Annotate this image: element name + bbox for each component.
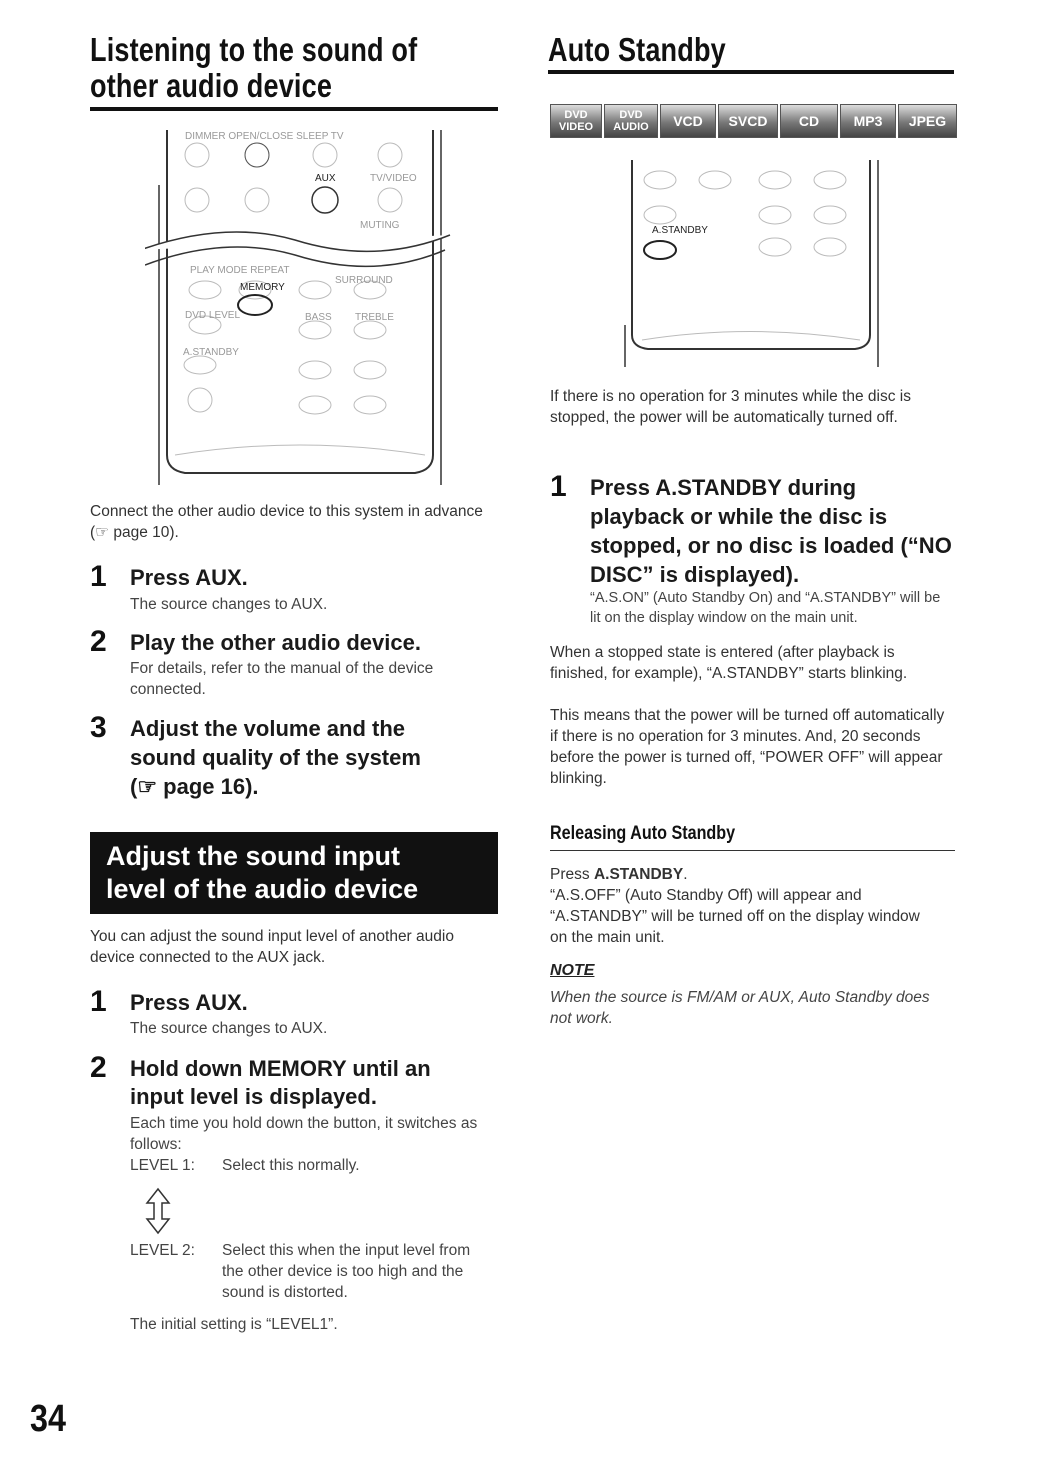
remote-drawing — [620, 155, 885, 370]
double-arrow-icon — [145, 1187, 171, 1235]
press-key: A.STANDBY — [593, 866, 684, 883]
right-para2: This means that the power will be turned off automatically if there is no operation for 3 minutes. And, 20 seconds before the power is turned off, “POWER OFF” will appear blinking. — [550, 707, 945, 787]
left-step-1 — [90, 560, 500, 620]
banner-line1: Adjust the sound input — [106, 841, 400, 871]
step-heading-line1: Adjust the volume and the — [130, 716, 406, 741]
step-heading-line2: sound quality of the system — [130, 745, 421, 770]
step-heading: Play the other audio device. — [130, 630, 421, 655]
releasing-rule — [550, 850, 955, 851]
step-number: 2 — [90, 625, 107, 658]
left-section-title-line2: other audio device — [90, 67, 333, 104]
remote-muting-label: MUTING — [360, 220, 400, 231]
input-level-banner — [90, 832, 498, 914]
remote-illustration-aux — [145, 125, 455, 490]
right-section-title: Auto Standby — [548, 31, 726, 68]
remote-surround-label: SURROUND — [335, 275, 393, 286]
step-number: 1 — [90, 560, 107, 593]
right-intro: If there is no operation for 3 minutes while the disc is stopped, the power will be automatically turned off. — [550, 388, 911, 426]
level1-text: Select this normally. — [222, 1157, 360, 1174]
remote-top-row-label: DIMMER OPEN/CLOSE SLEEP TV — [185, 131, 344, 142]
left-section-title-line1: Listening to the sound of — [90, 31, 418, 68]
step-description: For details, refer to the manual of the device connected. — [130, 660, 434, 698]
step-heading: Press AUX. — [130, 565, 248, 590]
step-heading-line3: (☞ page 16). — [130, 774, 259, 799]
step-description: The source changes to AUX. — [130, 1020, 328, 1037]
disc-format-icons — [550, 104, 955, 138]
releasing-text: “A.S.OFF” (Auto Standby Off) will appear and “A.STANDBY” will be turned off on the display window on the main unit. — [550, 887, 920, 946]
step-number: 1 — [550, 470, 567, 503]
left-step-3 — [90, 711, 500, 811]
step-description: “A.S.ON” (Auto Standby On) and “A.STANDBY” will be lit on the display window on the main unit. — [590, 590, 941, 626]
banner-line2: level of the audio device — [106, 874, 419, 904]
cd-icon: CD — [780, 104, 838, 138]
right-para1: When a stopped state is entered (after playback is finished, for example), “A.STANDBY” starts blinking. — [550, 644, 908, 682]
remote-memory-label: MEMORY — [240, 282, 285, 293]
step-heading-line1: Hold down MEMORY until an — [130, 1056, 431, 1081]
page-number: 34 — [30, 1398, 66, 1440]
note-title: NOTE — [550, 962, 595, 979]
left-step2-1 — [90, 985, 500, 1045]
releasing-title: Releasing Auto Standby — [550, 823, 736, 844]
initial-setting: The initial setting is “LEVEL1”. — [130, 1316, 338, 1333]
left-step-2 — [90, 625, 500, 705]
remote-bass-label: BASS — [305, 312, 332, 323]
step-description: Each time you hold down the button, it switches as follows: — [130, 1115, 478, 1153]
remote-aux-label: AUX — [315, 173, 336, 184]
step-number: 1 — [90, 985, 107, 1018]
vcd-icon: VCD — [660, 104, 716, 138]
note-text: When the source is FM/AM or AUX, Auto Standby does not work. — [550, 989, 930, 1027]
mp3-icon: MP3 — [840, 104, 896, 138]
press-suffix: . — [683, 866, 688, 883]
banner-intro: You can adjust the sound input level of another audio device connected to the AUX jack. — [90, 928, 454, 966]
left-title-rule — [90, 107, 498, 111]
step-heading-line2: input level is displayed. — [130, 1084, 377, 1109]
level1-label: LEVEL 1: — [130, 1157, 195, 1174]
remote-dvd-level-label: DVD LEVEL — [185, 310, 241, 321]
press-prefix: Press — [550, 866, 594, 883]
remote-astandby-label: A.STANDBY — [183, 347, 239, 358]
step-heading: Press AUX. — [130, 990, 248, 1015]
remote-playmode-label: PLAY MODE REPEAT — [190, 265, 290, 276]
jpeg-icon: JPEG — [898, 104, 957, 138]
left-intro: Connect the other audio device to this system in advance (☞ page 10). — [90, 503, 483, 541]
step-description: The source changes to AUX. — [130, 596, 328, 613]
step-number: 3 — [90, 711, 107, 744]
step-heading: Press A.STANDBY during playback or while the disc is stopped, or no disc is loaded (“NO DISC” is displayed). — [590, 475, 952, 587]
remote-treble-label: TREBLE — [355, 312, 394, 323]
remote-illustration-astandby — [620, 155, 885, 370]
remote-astandby-label: A.STANDBY — [652, 225, 708, 236]
svcd-icon: SVCD — [718, 104, 778, 138]
level2-label: LEVEL 2: — [130, 1242, 195, 1259]
step-number: 2 — [90, 1051, 107, 1084]
right-step-1 — [550, 470, 960, 630]
remote-tv-video-label: TV/VIDEO — [370, 173, 417, 184]
level2-text: Select this when the input level from the other device is too high and the sound is distorted. — [222, 1242, 471, 1301]
dvd-video-icon: DVD VIDEO — [550, 104, 602, 138]
press-astandby-line — [550, 864, 955, 885]
dvd-audio-icon: DVD AUDIO — [604, 104, 658, 138]
right-title-rule — [548, 70, 954, 74]
